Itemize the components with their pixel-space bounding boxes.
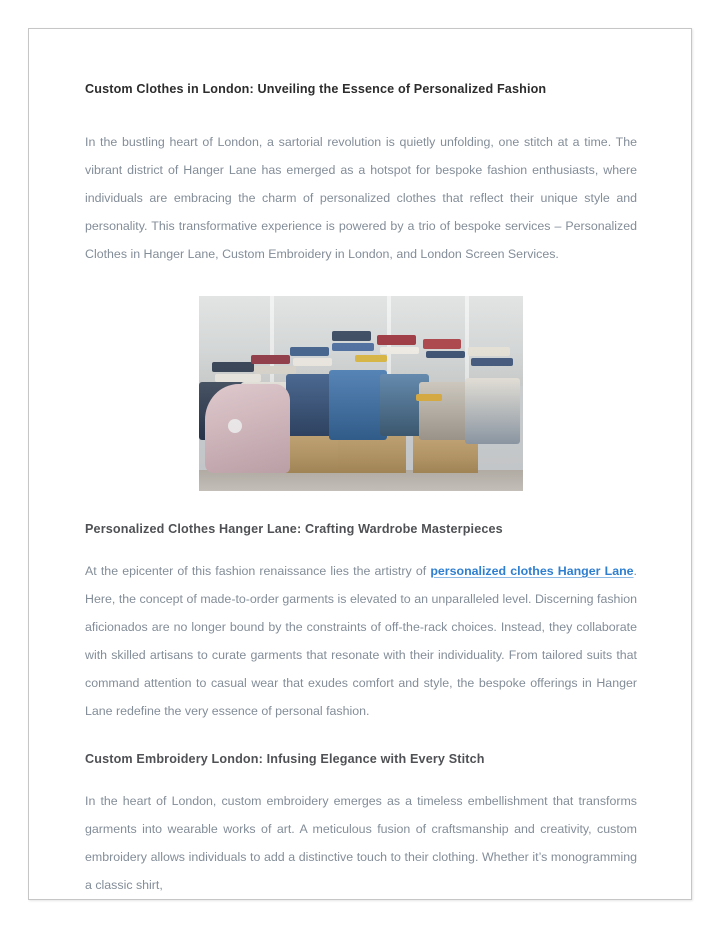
photo-clothing-stack [419, 382, 471, 441]
photo-pompom [228, 419, 242, 433]
photo-folded-garment [416, 394, 442, 402]
photo-folded-garment [251, 355, 290, 365]
photo-folded-garment [377, 335, 416, 345]
photo-folded-garment [471, 358, 513, 366]
paragraph-custom-embroidery: In the heart of London, custom embroidery emerges as a timeless embellishment that transforms garments into wearable works of art. A meticulous fusion of craftsmanship and creativity, custom embroidery allows individuals to add a distinctive touch to their clothing. Whether it’s monogramming a classic shirt, [85, 794, 637, 892]
photo-folded-garment [423, 339, 462, 349]
photo-clothing-stack [329, 370, 387, 440]
photo-folded-garment [290, 347, 329, 357]
document-content [85, 81, 637, 899]
paragraph-intro: In the bustling heart of London, a sartorial revolution is quietly unfolding, one stitch at a time. The vibrant district of Hanger Lane has emerged as a hotspot for bespoke fashion enthusiasts, where individuals are embracing the charm of personalized clothes that reflect their unique style and personality. This transformative experience is powered by a trio of bespoke services – Personalized Clothes in Hanger Lane, Custom Embroidery in London, and London Screen Services. [85, 135, 637, 261]
section-spacer [85, 725, 637, 751]
photo-folded-garment [380, 347, 419, 355]
document-page [28, 28, 692, 900]
article-image-container [85, 296, 637, 491]
paragraph-text-before-link: At the epicenter of this fashion renaissance lies the artistry of [85, 564, 431, 578]
photo-folded-garment [426, 351, 465, 359]
section-heading-personalized-clothes: Personalized Clothes Hanger Lane: Crafting Wardrobe Masterpieces [85, 522, 503, 536]
photo-folded-garment [468, 347, 510, 357]
photo-folded-garment [355, 355, 387, 363]
photo-wall-seam [465, 296, 469, 386]
page-title: Custom Clothes in London: Unveiling the Essence of Personalized Fashion [85, 82, 547, 96]
section-heading-custom-embroidery: Custom Embroidery London: Infusing Elegance with Every Stitch [85, 752, 485, 766]
photo-folded-garment [212, 362, 254, 372]
photo-folded-garment [254, 366, 296, 374]
paragraph-personalized-clothes [85, 557, 637, 725]
photo-clothing-stack [465, 378, 520, 444]
photo-folded-garment [332, 343, 374, 351]
personalized-clothes-hanger-lane-link[interactable]: personalized clothes Hanger Lane [430, 564, 634, 578]
photo-folded-garment [293, 358, 332, 366]
paragraph-text-after-link: . Here, the concept of made-to-order garments is elevated to an unparalleled level. Discerning fashion aficionados are no longer bound by the constraints of off-the-rack choices. Instead, they collaborate with skilled artisans to curate garments that resonate with their individuality. From tailored suits that command attention to casual wear that exudes comfort and style, the bespoke offerings in Hanger Lane redefine the very essence of personal fashion. [85, 564, 637, 718]
photo-pink-blanket [205, 384, 289, 474]
photo-folded-garment [332, 331, 371, 341]
photo-folded-garment [215, 374, 260, 382]
clothing-stacks-photo [199, 296, 523, 491]
